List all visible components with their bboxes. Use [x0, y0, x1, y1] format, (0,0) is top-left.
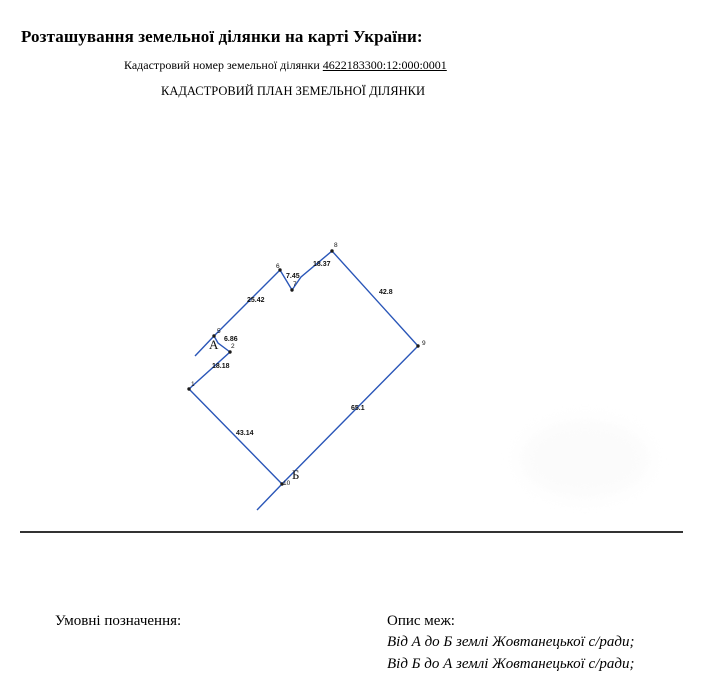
vertex-label-1: 1 — [191, 381, 195, 388]
section-divider — [20, 531, 683, 533]
vertex-label-10: 10 — [283, 480, 291, 487]
segment-length-6-7: 7.45 — [286, 273, 300, 280]
vertex-label-7: 7 — [293, 281, 297, 288]
segment-length-8-9: 42.8 — [379, 289, 393, 296]
bounds-heading: Опис меж: — [387, 613, 455, 629]
marker-b: Б — [292, 467, 300, 482]
cadastral-number-value: 4622183300:12:000:0001 — [322, 58, 447, 72]
vertex-dot-2 — [228, 350, 231, 353]
vertex-label-2: 2 — [231, 343, 235, 350]
bounds-line-b-a: Від Б до А землі Жовтанецької с/ради; — [387, 656, 635, 672]
segment-length-2-a: 6.86 — [224, 336, 238, 343]
segment-length-a-6: 25.42 — [247, 297, 265, 304]
marker-a: А — [209, 337, 219, 352]
neighbor-line-b — [257, 484, 282, 510]
segment-length-7-8: 18.37 — [313, 261, 331, 268]
plan-subtitle: КАДАСТРОВИЙ ПЛАН ЗЕМЕЛЬНОЇ ДІЛЯНКИ — [161, 84, 425, 98]
segment-length-10-1: 43.14 — [236, 430, 254, 437]
vertex-label-8: 8 — [334, 242, 338, 249]
bounds-line-a-b: Від А до Б землі Жовтанецької с/ради; — [387, 634, 635, 650]
vertex-dot-9 — [416, 344, 419, 347]
cadastral-number-label: Кадастровий номер земельної ділянки — [124, 58, 320, 72]
document-title: Розташування земельної ділянки на карті України: — [21, 27, 423, 46]
legend-label: Умовні позначення: — [55, 613, 182, 629]
vertex-dot-7 — [290, 288, 293, 291]
segment-length-9-10: 65.1 — [351, 405, 365, 412]
vertex-label-5: 5 — [217, 328, 221, 335]
vertex-label-6: 6 — [276, 263, 280, 270]
vertex-dot-8 — [330, 249, 333, 252]
segment-length-1-2: 18.18 — [212, 363, 230, 370]
vertex-label-9: 9 — [422, 340, 426, 347]
